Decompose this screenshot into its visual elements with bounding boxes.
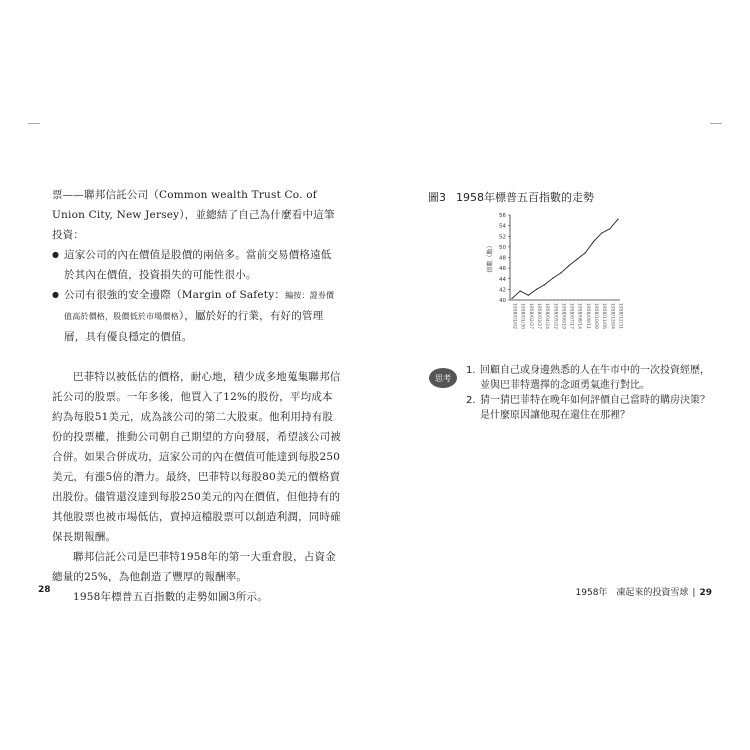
y-tick-label: 40 bbox=[499, 298, 506, 304]
y-tick-label: 54 bbox=[499, 223, 506, 230]
y-tick-label: 42 bbox=[499, 287, 506, 294]
footer-right: 1958年 凍起來的投資雪球 | 29 bbox=[575, 588, 712, 598]
y-tick-label: 46 bbox=[499, 266, 506, 273]
figure-label: 圖3 bbox=[428, 191, 446, 204]
x-tick-label: 1958/11/06 bbox=[601, 303, 607, 329]
data-point bbox=[520, 290, 521, 291]
y-tick-label: 52 bbox=[499, 234, 506, 241]
data-point bbox=[536, 289, 537, 290]
bullet-list bbox=[52, 245, 342, 347]
bullet-item: ● 這家公司的內在價值是股價的兩倍多。當前交易價格遠低於其內在價值，投資損失的可能性很小。 bbox=[52, 245, 342, 285]
y-tick-label: 44 bbox=[499, 276, 506, 283]
left-page-text bbox=[52, 185, 342, 607]
think-bubble-icon: 思考 bbox=[429, 368, 457, 388]
x-tick-label: 1958/03/27 bbox=[535, 303, 541, 329]
x-tick-label: 1958/08/14 bbox=[576, 303, 582, 329]
y-axis-label: 指數（點） bbox=[487, 242, 494, 273]
data-point bbox=[511, 298, 512, 299]
think-list bbox=[466, 363, 716, 423]
data-point bbox=[617, 219, 618, 220]
page-number-right: 29 bbox=[699, 588, 712, 598]
x-tick-label: 1958/09/11 bbox=[584, 303, 590, 329]
y-tick-label: 48 bbox=[499, 255, 506, 262]
y-tick-label: 56 bbox=[499, 213, 506, 219]
x-tick-label: 1958/07/17 bbox=[568, 303, 574, 329]
data-point bbox=[568, 265, 569, 266]
bullet-item: ● 公司有很強的安全邊際（Margin of Safety：編按：證券價值高於價格，股價低於市場價格），屬於好的行業，有好的管理層，具有優良穩定的價值。 bbox=[52, 285, 342, 347]
left-margin-mark bbox=[28, 123, 40, 124]
x-tick-label: 1958/12/04 bbox=[609, 303, 615, 329]
data-point bbox=[577, 258, 578, 259]
data-point bbox=[544, 284, 545, 285]
paragraph-intro: 票——聯邦信託公司（Common wealth Trust Co. of Union City, New Jersey），並總結了自己為什麼看中這筆投資： bbox=[52, 189, 335, 241]
page-number-left: 28 bbox=[38, 585, 51, 595]
x-tick-label: 1958/01/30 bbox=[519, 303, 525, 329]
figure-caption: 1958年標普五百指數的走勢 bbox=[456, 191, 594, 204]
data-point bbox=[552, 278, 553, 279]
x-tick-label: 1958/12/31 bbox=[617, 303, 623, 329]
x-tick-label: 1958/05/22 bbox=[552, 303, 558, 329]
series-line bbox=[512, 219, 618, 298]
data-point bbox=[585, 252, 586, 253]
data-point bbox=[528, 295, 529, 296]
line-chart bbox=[470, 210, 630, 355]
data-point bbox=[601, 232, 602, 233]
data-point bbox=[593, 241, 594, 242]
think-item: 2. 猜一猜巴菲特在晚年如何評價自己當時的購房決策？是什麼原因讓他現在還住在那裡？ bbox=[466, 395, 710, 421]
y-tick-label: 50 bbox=[499, 244, 506, 251]
editor-note: 編按：證券價值高於價格，股價低於市場價格 bbox=[64, 291, 335, 321]
x-tick-label: 1958/01/02 bbox=[511, 303, 517, 329]
paragraph-body: 1958年標普五百指數的走勢如圖3所示。 bbox=[73, 591, 268, 603]
running-head: 1958年 凍起來的投資雪球 bbox=[575, 588, 689, 598]
x-tick-label: 1958/10/09 bbox=[593, 303, 599, 329]
x-tick-label: 1958/02/27 bbox=[527, 303, 533, 329]
x-tick-label: 1958/06/19 bbox=[560, 303, 566, 329]
data-point bbox=[560, 272, 561, 273]
x-tick-label: 1958/04/24 bbox=[544, 303, 550, 329]
think-item: 1. 回顧自己或身邊熟悉的人在牛市中的一次投資經歷，並與巴菲特選擇的念頭勇氣進行對比。 bbox=[466, 365, 710, 391]
paragraph-body: 巴菲特以被低估的價格，耐心地，積少成多地蒐集聯邦信託公司的股票。一年多後，他買入了12%的股份，平均成本約為每股51美元，成為該公司的第二大股東。他利用持有股份的投票權，推動公司朝自己期望的方向發展，希望該公司被合併。如果合併成功，這家公司的內在價值可能達到每股250美元，有漲5倍的潛力。最終，巴菲特以每股80美元的價格賣出股份。儘管還沒達到每股250美元的內在價值，但他持有的其他股票也被市場低估，賣掉這檔股票可以創造利潤，同時確保長期報酬。 bbox=[52, 371, 341, 543]
figure-title bbox=[428, 189, 594, 205]
data-point bbox=[609, 228, 610, 229]
right-margin-mark bbox=[710, 123, 722, 124]
paragraph-body: 聯邦信託公司是巴菲特1958年的第一大重倉股，占資金總量的25%，為他創造了豐厚的報酬率。 bbox=[52, 551, 336, 583]
